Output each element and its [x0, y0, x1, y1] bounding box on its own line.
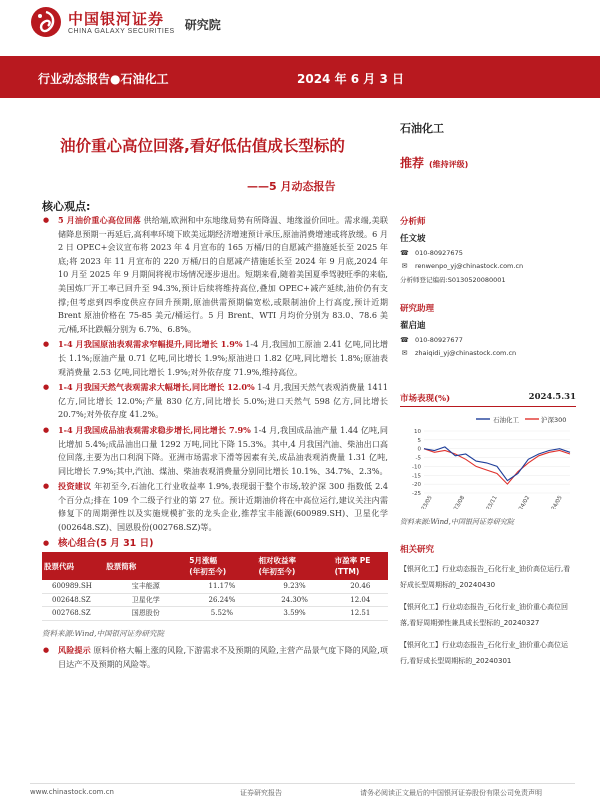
chart-title: 市场表现(%)	[400, 394, 451, 404]
assistant-name: 翟启迪	[400, 321, 426, 331]
y-tick-label: -25	[412, 491, 421, 497]
report-date: 2024 年 6 月 3 日	[297, 72, 404, 86]
point-text: 1-4 月,我国加工原油 2.41 亿吨,同比增长 1.1%;原油产量 0.71 亿吨,同比增长 1.9%;原油进口 1.82 亿吨,同比增长 1.8%;原油表观消费量 2.53 亿吨,同比增长 1.9%;对外依存度 71.9%,维持高位。	[58, 339, 388, 377]
cell-relative: 3.59%	[256, 607, 332, 621]
report-subtitle: ——5 月动态报告	[247, 180, 336, 193]
cell-pe: 12.51	[333, 607, 388, 621]
y-tick-label: 5	[417, 437, 421, 444]
core-views-heading: 核心观点:	[42, 200, 91, 213]
analyst-reg: 分析师登记编码:S0130520080001	[400, 276, 506, 284]
assistant-email-line	[400, 349, 576, 357]
y-tick-label: 0	[417, 446, 421, 453]
main-content	[42, 214, 388, 674]
email-icon: ✉	[401, 349, 408, 357]
sidebar	[400, 120, 576, 357]
table-title-item	[42, 537, 388, 551]
related-research	[400, 543, 576, 669]
x-tick-label: 2023/11	[482, 495, 499, 509]
related-item[interactable]: 【银河化工】行业动态报告_石化行业_油价高位运行,看好成长型周期标的_20240430	[400, 565, 571, 589]
x-tick-label: 2023/08	[449, 495, 467, 509]
chart-source: 资料来源:Wind,中国银河证券研究院	[400, 518, 514, 526]
point-lead: 1-4 月我国天然气表观需求大幅增长,同比增长 12.0%	[58, 382, 255, 393]
market-chart	[400, 392, 576, 527]
risk-item	[42, 644, 388, 671]
cell-name: 国恩股份	[104, 607, 187, 621]
related-item[interactable]: 【银河化工】行业动态报告_石化行业_油价重心高位运行,看好成长型周期标的_20240301	[400, 641, 568, 665]
cell-relative: 24.30%	[256, 593, 332, 607]
cell-code: 002648.SZ	[42, 593, 104, 607]
point-lead: 1-4 月我国成品油表观需求稳步增长,同比增长 7.9%	[58, 424, 251, 435]
cell-change: 11.17%	[187, 580, 256, 593]
analyst-name: 任文坡	[400, 234, 426, 244]
point-lead: 1-4 月我国原油表观需求窄幅提升,同比增长 1.9%	[58, 339, 243, 350]
header-name: 股票简称	[106, 561, 137, 571]
related-item[interactable]: 【银河化工】行业动态报告_石化行业_油价重心高位回落,看好周期弹性兼具成长型标的_20240327	[400, 603, 568, 627]
header-pe: 市盈率 PE (TTM)	[334, 556, 371, 577]
table-row	[42, 607, 388, 621]
point-item	[42, 480, 388, 534]
point-item	[42, 381, 388, 422]
footer-disclaimer: 请务必阅读正文最后的中国银河证券股份有限公司免责声明	[360, 789, 542, 797]
department-label: 研究院	[184, 17, 221, 32]
legend-hs300: 沪深300	[541, 416, 567, 424]
table-header-row	[42, 552, 388, 580]
legend-petrochem: 石油化工	[493, 416, 519, 424]
chart-svg	[400, 407, 576, 509]
report-title: 油价重心高位回落,看好低估值成长型标的	[60, 137, 345, 155]
analyst-heading: 分析师	[400, 217, 426, 227]
cell-pe: 12.04	[333, 593, 388, 607]
assistant-heading: 研究助理	[400, 304, 435, 314]
rating-note: (维持评级)	[429, 160, 469, 169]
analyst-phone-line	[400, 249, 576, 257]
brand-logo	[30, 6, 221, 38]
cell-relative: 9.23%	[256, 580, 332, 593]
header-relative-return: 相对收益率 (年初至今)	[258, 556, 296, 577]
assistant-phone: 010-80927677	[415, 336, 463, 344]
footer-site[interactable]: www.chinastock.com.cn	[30, 788, 114, 796]
brand-name-cn: 中国银河证券	[68, 9, 165, 28]
risk-lead: 风险提示	[58, 645, 91, 656]
header-code: 股票代码	[44, 561, 74, 571]
assistant-email[interactable]: zhaiqidi_yj@chinastock.com.cn	[415, 349, 517, 357]
point-item	[42, 424, 388, 478]
x-tick-label: 2024/02	[514, 495, 532, 509]
legend	[476, 415, 566, 424]
related-heading: 相关研究	[400, 545, 435, 555]
rating-value: 推荐	[400, 156, 425, 170]
point-item	[42, 338, 388, 379]
analyst-phone: 010-80927675	[415, 249, 463, 257]
point-lead: 投资建议	[58, 481, 92, 492]
point-text: 年初至今,石油化工行业收益率 1.9%,表现弱于整个市场,较沪深 300 指数低 2.4 个百分点;排在 109 个二级子行业的第 27 位。预计近期油价将在中高位运行,建议关注内需修复下的周期弹性以及实施规模扩张的龙头企业,推荐宝丰能源(600989.SH)、卫星化学(002648.SZ)、国恩股份(002768.SZ)等。	[58, 481, 388, 533]
assistant-phone-line	[400, 336, 576, 344]
table-source: 资料来源:Wind,中国银河证券研究院	[42, 628, 165, 638]
galaxy-logo-icon	[30, 6, 62, 38]
cell-name: 宝丰能源	[104, 580, 187, 593]
cell-change: 5.52%	[187, 607, 256, 621]
cell-code: 002768.SZ	[42, 607, 104, 621]
x-tick-label: 2023/05	[417, 495, 434, 509]
risk-text: 原料价格大幅上涨的风险,下游需求不及预期的风险,主营产品景气度下降的风险,项目达产不及预期的风险等。	[58, 645, 388, 669]
table-row	[42, 580, 388, 593]
point-text: 供给端,欧洲和中东地缘局势有所降温、地缘溢价回吐。需求端,美联储降息预期一再延后,高利率环境下欧美远期经济增速预计承压,原油消费增速或将放缓。6 月 2 日 OPEC+会议宣布将 2023 年 4 月宣布的 165 万桶/日的自愿减产措施延长至 2025 年底;将 2023 年 11 月宣布的 220 万桶/日的自愿减产措施延长至 2024 年 9 月底,2024 年 10 月至 2025 年 9 月期间将视市场情况逐步退出。短期来看,随着美国夏季驾驶旺季的来临,美国炼厂开工率已回升至 94.3%,预计后续将维持高位,叠加 OPEC+减产延续,油价仍有支撑;但考虑到四季度供应存回升预期,原油供需预期偏宽松,或限制油价上行高度,预计近期 Brent 原油价格在 75-85 美元/桶运行。5 月 Brent、WTI 月均价分别为 83.0、78.6 美元/桶,环比跌幅分别为 6.7%、6.8%。	[58, 215, 388, 334]
core-portfolio-table	[42, 552, 388, 621]
footer-center: 证券研究报告	[240, 789, 282, 797]
point-item	[42, 214, 388, 336]
cell-pe: 20.46	[333, 580, 388, 593]
y-tick-label: -15	[412, 473, 421, 480]
point-text: 1-4 月,我国天然气表观消费量 1411 亿方,同比增长 12.0%;产量 830 亿方,同比增长 5.0%;进口天然气 598 亿方,同比增长 20.7%;对外依存度 41.2%。	[58, 382, 388, 420]
analyst-email-line	[400, 262, 576, 270]
point-lead: 5 月油价重心高位回落	[58, 215, 141, 225]
x-tick-label: 2024/05	[547, 495, 564, 509]
cell-code: 600989.SH	[42, 580, 104, 593]
footer-divider	[30, 783, 575, 784]
point-text: 1-4 月,我国成品油产量 1.44 亿吨,同比增加 5.4%;成品油出口量 1292 万吨,同比下降 15.3%。其中,4 月我国汽油、柴油出口高位回落,主要为出口利润下降。亚洲市场需求下滑等因素有关,成品油表观消费量 1.31 亿吨,同比增长 7.9%;其中,汽油、煤油、柴油表观消费量分别同比增长 10.1%、34.7%、2.3%。	[58, 424, 388, 476]
cell-change: 26.24%	[187, 593, 256, 607]
y-tick-label: -10	[412, 464, 421, 471]
phone-icon: ☎	[400, 249, 409, 257]
email-icon: ✉	[401, 262, 408, 270]
y-tick-label: 10	[414, 429, 421, 435]
table-row	[42, 593, 388, 607]
header-may-change: 5月涨幅 (年初至今)	[189, 556, 227, 577]
analyst-reg-line	[400, 275, 576, 284]
y-tick-label: -20	[412, 482, 421, 489]
phone-icon: ☎	[400, 336, 409, 344]
brand-name-en: CHINA GALAXY SECURITIES	[68, 27, 175, 35]
report-banner	[0, 56, 600, 98]
rating	[400, 154, 576, 171]
table-title: 核心组合(5 月 31 日)	[58, 537, 154, 549]
industry-name: 石油化工	[400, 122, 444, 135]
chart-header	[400, 392, 576, 407]
cell-name: 卫星化学	[104, 593, 187, 607]
chart-date: 2024.5.31	[528, 392, 576, 402]
report-type: 行业动态报告●石油化工	[38, 72, 169, 86]
y-tick-label: -5	[415, 455, 421, 462]
analyst-email[interactable]: renwenpo_yj@chinastock.com.cn	[415, 262, 524, 270]
